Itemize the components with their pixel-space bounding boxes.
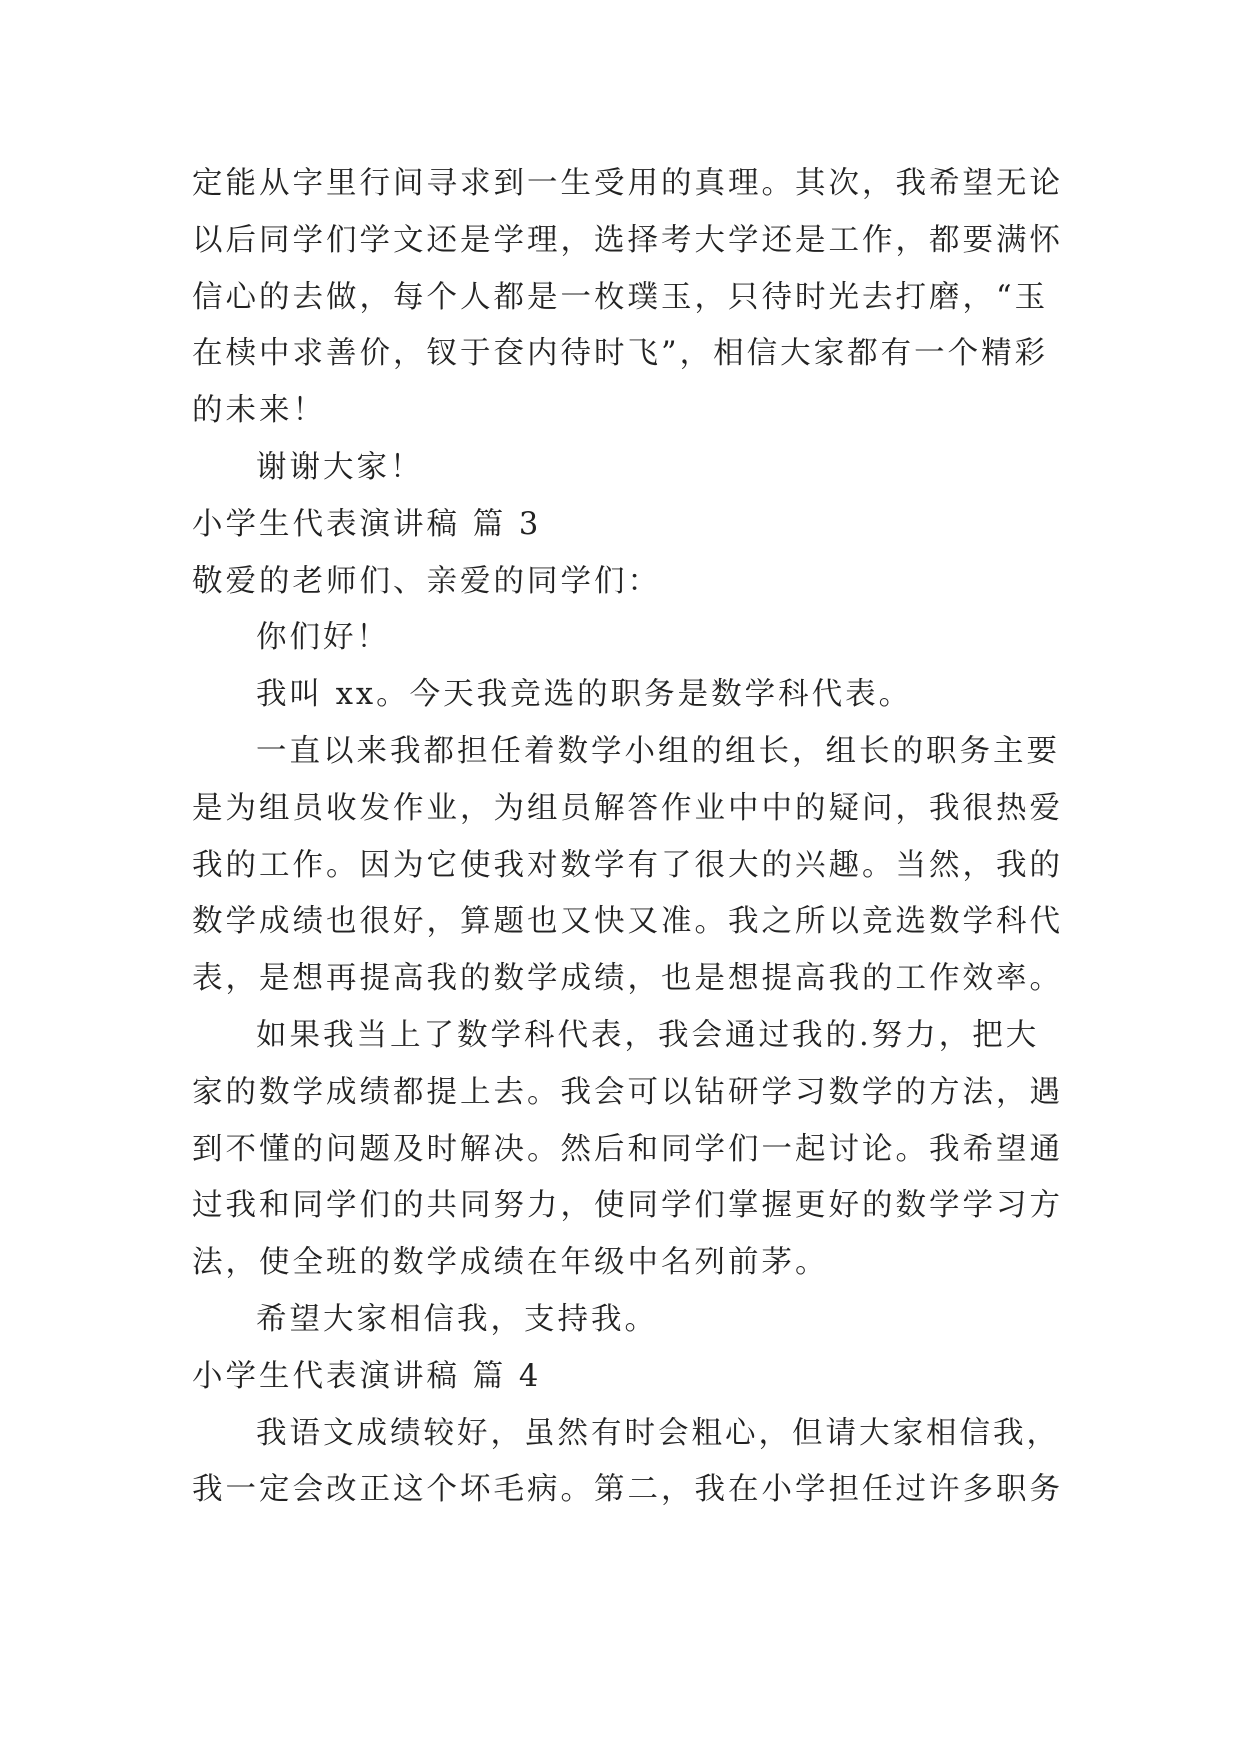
text-line: 希望大家相信我，支持我。: [256, 1301, 658, 1337]
text-line: 谢谢大家！: [256, 449, 424, 485]
text-line: 信心的去做，每个人都是一枚璞玉，只待时光去打磨，“玉: [192, 279, 1049, 315]
text-line: 法，使全班的数学成绩在年级中名列前茅。: [192, 1245, 829, 1281]
text-line: 一直以来我都担任着数学小组的组长，组长的职务主要: [256, 733, 1060, 769]
text-line: 的未来！: [192, 393, 326, 429]
text-line: 小学生代表演讲稿 篇 4: [192, 1358, 542, 1394]
text-line: 是为组员收发作业，为组员解答作业中中的疑问，我很热爱: [192, 790, 1063, 826]
text-line: 过我和同学们的共同努力，使同学们掌握更好的数学学习方: [192, 1188, 1063, 1224]
text-line: 到不懂的问题及时解决。然后和同学们一起讨论。我希望通: [192, 1131, 1063, 1167]
text-line: 我一定会改正这个坏毛病。第二，我在小学担任过许多职务: [192, 1472, 1063, 1508]
text-line: 数学成绩也很好，算题也又快又准。我之所以竞选数学科代: [192, 904, 1063, 940]
text-line: 如果我当上了数学科代表，我会通过我的.努力，把大: [256, 1017, 1040, 1053]
text-line: 你们好！: [256, 620, 390, 656]
text-line: 我的工作。因为它使我对数学有了很大的兴趣。当然，我的: [192, 847, 1063, 883]
text-line: 我语文成绩较好，虽然有时会粗心，但请大家相信我，: [256, 1415, 1060, 1451]
text-line: 在椟中求善价，钗于奁内待时飞”，相信大家都有一个精彩: [192, 336, 1049, 372]
text-line: 家的数学成绩都提上去。我会可以钻研学习数学的方法，遇: [192, 1074, 1063, 1110]
text-line: 定能从字里行间寻求到一生受用的真理。其次，我希望无论: [192, 166, 1063, 201]
text-line: 敬爱的老师们、亲爱的同学们：: [192, 563, 661, 599]
text-line: 我叫 xx。今天我竞选的职务是数学科代表。: [256, 677, 913, 713]
text-line: 以后同学们学文还是学理，选择考大学还是工作，都要满怀: [192, 222, 1063, 258]
text-line: 小学生代表演讲稿 篇 3: [192, 506, 542, 542]
body-text: [192, 156, 1072, 1519]
text-line: 表，是想再提高我的数学成绩，也是想提高我的工作效率。: [192, 961, 1063, 997]
